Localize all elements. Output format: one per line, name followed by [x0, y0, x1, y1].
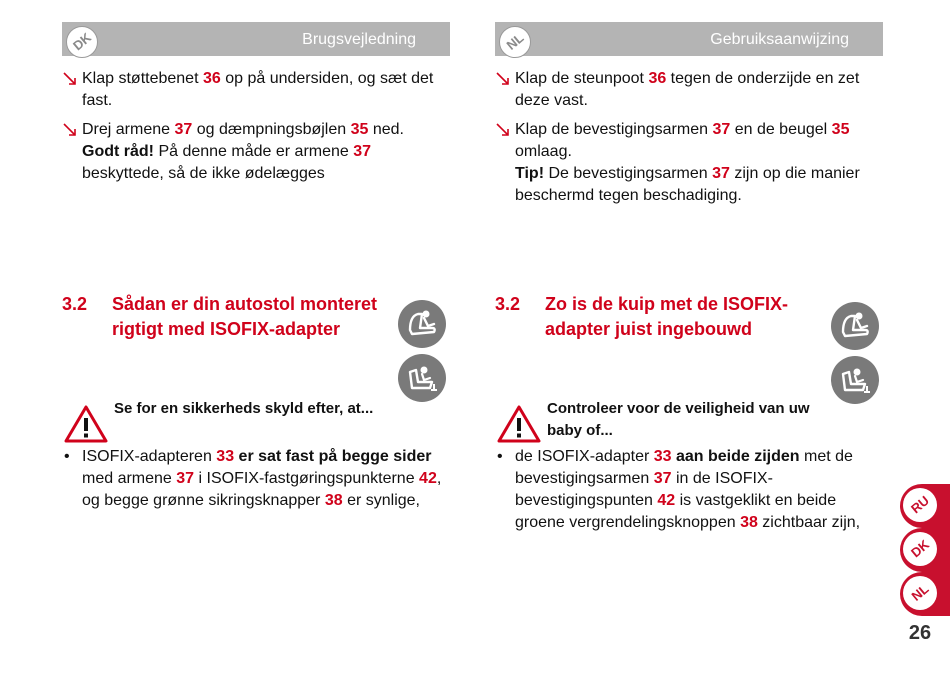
ref-number: 38: [324, 492, 343, 509]
ref-number: 38: [740, 514, 758, 531]
ref-number: 36: [648, 70, 667, 87]
child-seat-icon: [831, 302, 879, 350]
ref-number: 37: [712, 165, 730, 182]
text: zijn op die manier beschermd tegen beschadiging.: [515, 165, 860, 204]
language-code: NL: [503, 30, 527, 53]
child-seat-isofix-icon: [831, 356, 879, 404]
text: med armene: [82, 470, 177, 487]
tab-badge: [903, 576, 937, 610]
header-bar: [62, 22, 450, 56]
list-item: [62, 446, 447, 512]
text: met de bevestigingsarmen: [515, 448, 853, 487]
ref-number: 42: [419, 470, 437, 487]
ref-number: 35: [831, 121, 850, 138]
text: ned.: [368, 121, 404, 138]
tab-label: DK: [907, 536, 933, 561]
section-number: 3.2: [495, 294, 521, 314]
warning-text: Controleer voor de veiligheid van uw baby of...: [547, 400, 810, 439]
text: ISOFIX-adapteren: [82, 448, 217, 465]
section-title: Zo is de kuip met de ISOFIX-adapter juist ingebouwd: [545, 294, 789, 339]
child-seat-icon: [398, 300, 446, 348]
arrow-bullet-icon: [62, 121, 82, 139]
ref-number: 37: [176, 470, 195, 487]
text: in de ISOFIX-bevestigingspunten: [515, 470, 773, 509]
text: De bevestigingsarmen: [544, 165, 713, 182]
text: zichtbaar zijn,: [757, 514, 861, 531]
text: is vastgeklikt en beide groene vergrendelingsknoppen: [515, 492, 837, 531]
ref-number: 33: [216, 448, 235, 465]
text: omlaag.: [515, 143, 572, 160]
section-number: 3.2: [62, 294, 88, 314]
instruction-step-1: [495, 68, 875, 112]
language-code: DK: [69, 29, 95, 54]
language-badge: [66, 26, 98, 58]
warning-text: Se for en sikkerheds skyld efter, at...: [114, 400, 374, 417]
emphasis-text: aan beide zijden: [671, 448, 800, 465]
ref-number: 37: [653, 470, 672, 487]
instruction-step-1: [62, 68, 442, 112]
ref-number: 37: [353, 143, 372, 160]
instruction-step-2: [62, 119, 442, 185]
ref-number: 42: [657, 492, 676, 509]
side-tab-ru[interactable]: [900, 484, 950, 528]
text: en de beugel: [730, 121, 832, 138]
text: Klap de bevestigingsarmen: [515, 121, 713, 138]
arrow-bullet-icon: [62, 70, 82, 88]
header-title: Brugsvejledning: [302, 31, 416, 48]
tab-label: NL: [908, 581, 932, 604]
bullet-dot: •: [497, 448, 503, 465]
ref-number: 35: [350, 121, 369, 138]
side-tab-nl[interactable]: [900, 572, 950, 616]
warning-triangle-icon: [64, 405, 108, 443]
column-dk: [62, 0, 450, 677]
ref-number: 37: [174, 121, 193, 138]
column-nl: [495, 0, 883, 677]
list-item: [495, 446, 880, 534]
text: op på undersiden, og sæt det fast.: [82, 70, 434, 109]
tab-label: RU: [907, 492, 933, 517]
text: Klap støttebenet: [82, 70, 203, 87]
arrow-bullet-icon: [495, 121, 515, 139]
section-heading: [62, 292, 392, 342]
tab-badge: [903, 488, 937, 522]
text: er synlige,: [342, 492, 420, 509]
language-badge: [499, 26, 531, 58]
text: tegen de onderzijde en zet deze vast.: [515, 70, 860, 109]
page-number: 26: [908, 622, 932, 644]
text: Klap de steunpoot: [515, 70, 649, 87]
bullet-dot: •: [64, 448, 70, 465]
emphasis-text: er sat fast på begge sider: [234, 448, 432, 465]
section-title: Sådan er din autostol monteret rigtigt med ISOFIX-adapter: [112, 294, 378, 339]
text: de ISOFIX-adapter: [515, 448, 654, 465]
text: , og begge grønne sikringsknapper: [82, 470, 442, 509]
instruction-step-2: [495, 119, 875, 207]
arrow-bullet-icon: [495, 70, 515, 88]
header-title: Gebruiksaanwijzing: [710, 31, 849, 48]
text: Drej armene: [82, 121, 175, 138]
tab-badge: [903, 532, 937, 566]
header-bar: [495, 22, 883, 56]
text: beskyttede, så de ikke ødelægges: [82, 165, 325, 182]
text: På denne måde er armene: [154, 143, 354, 160]
section-heading: [495, 292, 825, 342]
text: i ISOFIX-fastgøringspunkterne: [194, 470, 420, 487]
ref-number: 33: [653, 448, 672, 465]
side-tab-dk[interactable]: [900, 528, 950, 572]
child-seat-isofix-icon: [398, 354, 446, 402]
ref-number: 36: [202, 70, 221, 87]
text: og dæmpningsbøjlen: [192, 121, 351, 138]
ref-number: 37: [712, 121, 731, 138]
tip-label: Tip!: [515, 165, 545, 182]
warning-triangle-icon: [497, 405, 541, 443]
tip-label: Godt råd!: [82, 143, 154, 160]
